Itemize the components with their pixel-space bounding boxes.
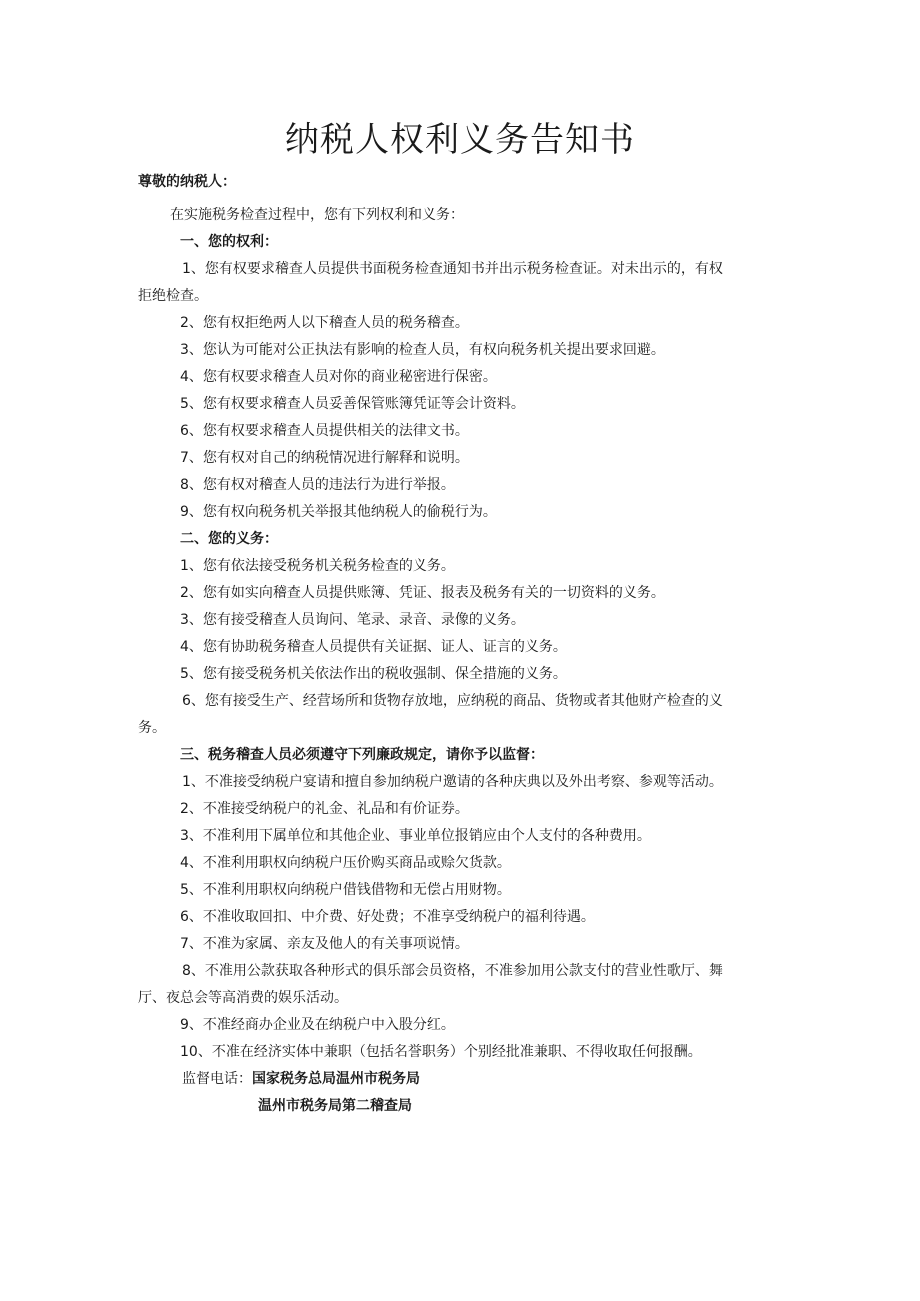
- integrity-item-5: 5、不准利用职权向纳税户借钱借物和无偿占用财物。: [180, 882, 511, 898]
- supervision-org-2: 温州市税务局第二稽查局: [258, 1098, 412, 1114]
- integrity-item-2: 2、不准接受纳税户的礼金、礼品和有价证券。: [180, 801, 469, 817]
- integrity-item-10: 10、不准在经济实体中兼职（包括名誉职务）个别经批准兼职、不得收取任何报酬。: [180, 1044, 702, 1060]
- integrity-item-8: 8、不准用公款获取各种形式的俱乐部会员资格，不准参加用公款支付的营业性歌厅、舞: [182, 963, 723, 979]
- integrity-heading: 三、税务稽查人员必须遵守下列廉政规定，请你予以监督：: [180, 747, 544, 763]
- supervision-line: [182, 1069, 420, 1089]
- rights-item-1-cont: 拒绝检查。: [138, 288, 208, 304]
- integrity-item-9: 9、不准经商办企业及在纳税户中入股分红。: [180, 1017, 455, 1033]
- integrity-item-8-cont: 厅、夜总会等高消费的娱乐活动。: [138, 990, 348, 1006]
- obligations-item-4: 4、您有协助税务稽查人员提供有关证据、证人、证言的义务。: [180, 639, 567, 655]
- integrity-item-1: 1、不准接受纳税户宴请和擅自参加纳税户邀请的各种庆典以及外出考察、参观等活动。: [182, 774, 723, 790]
- rights-item-7: 7、您有权对自己的纳税情况进行解释和说明。: [180, 450, 469, 466]
- supervision-label: 监督电话：: [182, 1071, 252, 1087]
- obligations-item-6: 6、您有接受生产、经营场所和货物存放地，应纳税的商品、货物或者其他财产检查的义: [182, 693, 723, 709]
- integrity-item-7: 7、不准为家属、亲友及他人的有关事项说情。: [180, 936, 469, 952]
- obligations-item-6-cont: 务。: [138, 720, 166, 736]
- salutation: 尊敬的纳税人：: [138, 174, 236, 190]
- supervision-org-1: 国家税务总局温州市税务局: [252, 1071, 420, 1087]
- rights-item-3: 3、您认为可能对公正执法有影响的检查人员，有权向税务机关提出要求回避。: [180, 342, 665, 358]
- obligations-item-5: 5、您有接受税务机关依法作出的税收强制、保全措施的义务。: [180, 666, 567, 682]
- rights-item-5: 5、您有权要求稽查人员妥善保管账簿凭证等会计资料。: [180, 396, 525, 412]
- rights-item-9: 9、您有权向税务机关举报其他纳税人的偷税行为。: [180, 504, 497, 520]
- integrity-item-3: 3、不准利用下属单位和其他企业、事业单位报销应由个人支付的各种费用。: [180, 828, 651, 844]
- rights-item-6: 6、您有权要求稽查人员提供相关的法律文书。: [180, 423, 469, 439]
- rights-heading: 一、您的权利：: [180, 234, 278, 250]
- document-title: 纳税人权利义务告知书: [285, 120, 635, 160]
- rights-item-4: 4、您有权要求稽查人员对你的商业秘密进行保密。: [180, 369, 497, 385]
- obligations-item-3: 3、您有接受稽查人员询问、笔录、录音、录像的义务。: [180, 612, 525, 628]
- obligations-item-1: 1、您有依法接受税务机关税务检查的义务。: [180, 558, 455, 574]
- integrity-item-4: 4、不准利用职权向纳税户压价购买商品或赊欠货款。: [180, 855, 511, 871]
- obligations-heading: 二、您的义务：: [180, 531, 278, 547]
- rights-item-1: 1、您有权要求稽查人员提供书面税务检查通知书并出示税务检查证。对未出示的，有权: [182, 261, 723, 277]
- rights-item-8: 8、您有权对稽查人员的违法行为进行举报。: [180, 477, 455, 493]
- intro-paragraph: 在实施税务检查过程中，您有下列权利和义务：: [170, 207, 464, 223]
- integrity-item-6: 6、不准收取回扣、中介费、好处费；不准享受纳税户的福利待遇。: [180, 909, 595, 925]
- obligations-item-2: 2、您有如实向稽查人员提供账簿、凭证、报表及税务有关的一切资料的义务。: [180, 585, 665, 601]
- rights-item-2: 2、您有权拒绝两人以下稽查人员的税务稽查。: [180, 315, 469, 331]
